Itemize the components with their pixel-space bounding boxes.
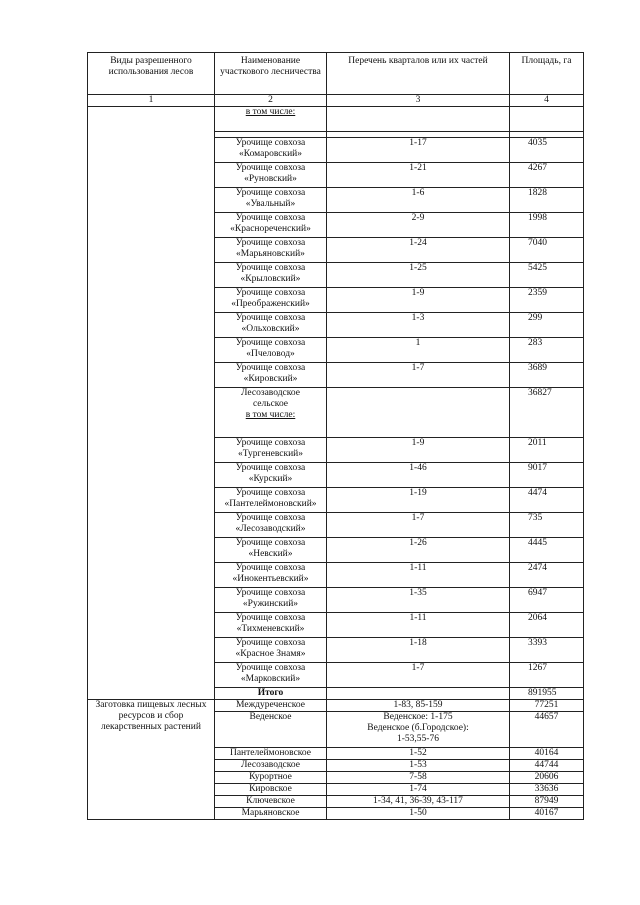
quarters-value: 1-19 xyxy=(327,488,510,513)
quarters-value: 1-74 xyxy=(327,784,510,796)
forestry-name: Урочище совхоза «Лесозаводский» xyxy=(215,513,327,538)
area-value: 20606 xyxy=(510,772,584,784)
forestry-name: Урочище совхоза «Тихменевский» xyxy=(215,613,327,638)
header-area: Площадь, га xyxy=(510,53,584,95)
forestry-name-line: сельское xyxy=(252,399,289,409)
area-value: 6947 xyxy=(510,588,584,613)
area-value: 77251 xyxy=(510,700,584,712)
forest-use-table xyxy=(87,52,584,820)
area-value: 40164 xyxy=(510,748,584,760)
quarters-line: Веденское: 1-175 xyxy=(383,712,453,722)
forestry-name: Урочище совхоза «Руновский» xyxy=(215,163,327,188)
header-forestry-name: Наименование участкового лесничества xyxy=(215,53,327,95)
quarters-value: 1-7 xyxy=(327,513,510,538)
header-row xyxy=(88,53,584,95)
quarters-value: 1-17 xyxy=(327,138,510,163)
quarters-value: 1-52 xyxy=(327,748,510,760)
quarters-value: 1-26 xyxy=(327,538,510,563)
quarters-value xyxy=(327,388,510,438)
forestry-name: Марьяновское xyxy=(215,808,327,820)
area-value: 1267 xyxy=(510,663,584,688)
forestry-name: Пантелеймоновское xyxy=(215,748,327,760)
area-value: 9017 xyxy=(510,463,584,488)
area-value: 1828 xyxy=(510,188,584,213)
quarters-value: 1-21 xyxy=(327,163,510,188)
area-value: 7040 xyxy=(510,238,584,263)
quarters-value: 1-9 xyxy=(327,438,510,463)
area-value: 299 xyxy=(510,313,584,338)
forestry-name: Урочище совхоза «Марковский» xyxy=(215,663,327,688)
quarters-line: Веденское (б.Городское): xyxy=(367,723,469,733)
col-number: 3 xyxy=(327,95,510,107)
quarters-value: 1-25 xyxy=(327,263,510,288)
quarters-value: 2-9 xyxy=(327,213,510,238)
including-row xyxy=(88,107,584,132)
area-value: 36827 xyxy=(510,388,584,438)
area-value: 283 xyxy=(510,338,584,363)
forestry-name: Урочище совхоза «Невский» xyxy=(215,538,327,563)
area-value: 4035 xyxy=(510,138,584,163)
quarters-value: 1-18 xyxy=(327,638,510,663)
header-quarters: Перечень кварталов или их частей xyxy=(327,53,510,95)
quarters-value: 1-6 xyxy=(327,188,510,213)
area-value: 2359 xyxy=(510,288,584,313)
quarters-value xyxy=(327,688,510,700)
quarters-line: 1-53,55-76 xyxy=(397,734,439,744)
quarters-value: 1-83, 85-159 xyxy=(327,700,510,712)
forestry-name: Ключевское xyxy=(215,796,327,808)
including-label: в том числе: xyxy=(245,107,296,117)
area-value: 2064 xyxy=(510,613,584,638)
quarters-value: 1-53 xyxy=(327,760,510,772)
area-value: 4267 xyxy=(510,163,584,188)
area-value: 33636 xyxy=(510,784,584,796)
forestry-name: Урочище совхоза «Преображенский» xyxy=(215,288,327,313)
quarters-value: 1-35 xyxy=(327,588,510,613)
section2-row xyxy=(88,700,584,712)
col-number: 2 xyxy=(215,95,327,107)
forestry-name: Урочище совхоза «Ольховский» xyxy=(215,313,327,338)
forestry-name: Урочище совхоза «Ружинский» xyxy=(215,588,327,613)
forestry-name: Урочище совхоза «Комаровский» xyxy=(215,138,327,163)
forestry-name: Урочище совхоза «Пчеловод» xyxy=(215,338,327,363)
area-value: 3393 xyxy=(510,638,584,663)
area-value: 5425 xyxy=(510,263,584,288)
quarters-value: 1-3 xyxy=(327,313,510,338)
total-label: Итого xyxy=(215,688,327,700)
forestry-name: Урочище совхоза «Увальный» xyxy=(215,188,327,213)
area-value: 4445 xyxy=(510,538,584,563)
forestry-name: Урочище совхоза «Тургеневский» xyxy=(215,438,327,463)
forestry-name: Кировское xyxy=(215,784,327,796)
forestry-name: Урочище совхоза «Крыловский» xyxy=(215,263,327,288)
forestry-name: Урочище совхоза «Кировский» xyxy=(215,363,327,388)
col-number: 1 xyxy=(88,95,215,107)
area-value: 2474 xyxy=(510,563,584,588)
area-value: 87949 xyxy=(510,796,584,808)
area-value: 3689 xyxy=(510,363,584,388)
header-use-type: Виды разрешенного использования лесов xyxy=(88,53,215,95)
forestry-name: Урочище совхоза «Красное Знамя» xyxy=(215,638,327,663)
forestry-name: Урочище совхоза «Инокентьевский» xyxy=(215,563,327,588)
quarters-value xyxy=(327,712,510,748)
quarters-value: 1-7 xyxy=(327,363,510,388)
quarters-value: 1-9 xyxy=(327,288,510,313)
quarters-value: 1-11 xyxy=(327,563,510,588)
forestry-name: Междуреченское xyxy=(215,700,327,712)
quarters-value: 1-34, 41, 36-39, 43-117 xyxy=(327,796,510,808)
use-type-food-resources: Заготовка пищевых лесных ресурсов и сбор лекарственных растений xyxy=(88,700,215,820)
quarters-value: 1 xyxy=(327,338,510,363)
forestry-name: Урочище совхоза «Краснореченский» xyxy=(215,213,327,238)
forestry-name: Урочище совхоза «Курский» xyxy=(215,463,327,488)
quarters-value: 1-46 xyxy=(327,463,510,488)
area-value: 44744 xyxy=(510,760,584,772)
forestry-name: Урочище совхоза «Пантелеймоновский» xyxy=(215,488,327,513)
column-number-row xyxy=(88,95,584,107)
forestry-name: Веденское xyxy=(215,712,327,748)
forestry-name-line: Лесозаводское xyxy=(241,388,300,398)
forestry-name: Курортное xyxy=(215,772,327,784)
quarters-value: 1-50 xyxy=(327,808,510,820)
use-type-cell-empty xyxy=(88,107,215,700)
area-value: 4474 xyxy=(510,488,584,513)
quarters-value: 1-11 xyxy=(327,613,510,638)
quarters-value: 1-7 xyxy=(327,663,510,688)
forestry-name-lesozavodskoe xyxy=(215,388,327,438)
area-value: 2011 xyxy=(510,438,584,463)
quarters-value: 1-24 xyxy=(327,238,510,263)
area-value: 40167 xyxy=(510,808,584,820)
forestry-name: Урочище совхоза «Марьяновский» xyxy=(215,238,327,263)
area-value: 44657 xyxy=(510,712,584,748)
col-number: 4 xyxy=(510,95,584,107)
area-value: 1998 xyxy=(510,213,584,238)
forestry-name: Лесозаводское xyxy=(215,760,327,772)
area-value: 735 xyxy=(510,513,584,538)
including-label: в том числе: xyxy=(245,410,296,420)
quarters-value: 7-58 xyxy=(327,772,510,784)
total-area: 891955 xyxy=(510,688,584,700)
